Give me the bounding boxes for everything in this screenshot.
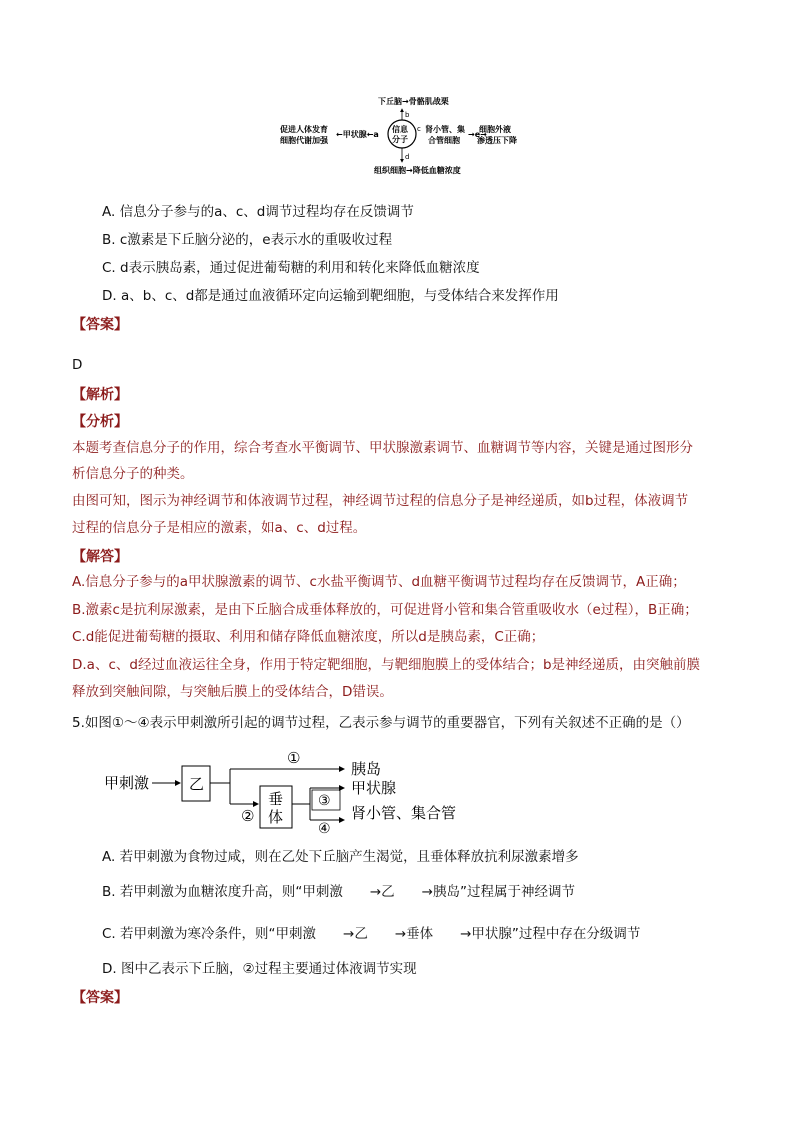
diagram1-right-1: 细胞外液 — [479, 125, 511, 134]
q4-option-a[interactable]: A. 信息分子参与的a、c、d调节过程均存在反馈调节 — [102, 204, 414, 220]
diagram1-left-1: 促进人体发育 — [280, 125, 328, 134]
regulation-diagram — [104, 742, 474, 834]
diagram1-left-2: 细胞代谢加强 — [280, 136, 328, 145]
solution-line-2: B.激素c是抗利尿激素，是由下丘脑合成垂体释放的，可促进肾小管和集合管重吸收水（e过程），B正确； — [72, 602, 698, 618]
analysis-line-3: 由图可知，图示为神经调节和体液调节过程，神经调节过程的信息分子是神经递质，如b过程，体液调节 — [72, 493, 689, 509]
diagram1-center-2: 分子 — [392, 135, 408, 144]
q4-option-d[interactable]: D. a、b、c、d都是通过血液循环定向运输到靶细胞，与受体结合来发挥作用 — [102, 288, 559, 304]
target-pancreas: 胰岛 — [351, 760, 382, 778]
analysis-label: 【分析】 — [72, 414, 128, 430]
diagram1-top-label: 下丘脑→骨骼肌战栗 — [378, 97, 449, 106]
diagram1-b-label: b — [405, 111, 410, 119]
info-molecule-diagram — [278, 92, 528, 178]
q5-option-b[interactable]: B. 若甲刺激为血糖浓度升高，则“甲刺激 →乙 →胰岛”过程属于神经调节 — [102, 884, 575, 900]
diagram1-right-2: 渗透压下降 — [477, 136, 517, 145]
diagram1-center-1: 信息 — [392, 125, 408, 134]
process-4-label: ④ — [318, 821, 331, 834]
q5-option-a[interactable]: A. 若甲刺激为食物过咸，则在乙处下丘脑产生渴觉，且垂体释放抗利尿激素增多 — [102, 849, 579, 865]
diagram1-bottom-label: 组织细胞→降低血糖浓度 — [374, 166, 461, 175]
diagram1-right-mid-1: 肾小管、集 — [425, 125, 465, 134]
q4-option-b[interactable]: B. c激素是下丘脑分泌的，e表示水的重吸收过程 — [102, 232, 393, 248]
q5-stem: 5.如图①～④表示甲刺激所引起的调节过程，乙表示参与调节的重要器官，下列有关叙述不正确的是（） — [72, 715, 690, 731]
answer-label-2: 【答案】 — [72, 990, 128, 1006]
target-thyroid: 甲状腺 — [351, 779, 397, 797]
diagram1-thyroid-arrow: ←甲状腺←a — [336, 130, 379, 139]
q5-option-d[interactable]: D. 图中乙表示下丘脑，②过程主要通过体液调节实现 — [102, 961, 417, 977]
answer-label: 【答案】 — [72, 317, 128, 333]
process-3-label: ③ — [318, 793, 331, 809]
diagram1-e-arrow: →e→ — [468, 130, 487, 139]
explain-label: 【解析】 — [72, 387, 128, 403]
diagram1-d-label: d — [405, 153, 410, 161]
q5-option-c[interactable]: C. 若甲刺激为寒冷条件，则“甲刺激 →乙 →垂体 →甲状腺”过程中存在分级调节 — [102, 926, 641, 942]
process-1-label: ① — [287, 749, 301, 767]
solution-label: 【解答】 — [72, 549, 128, 565]
target-kidney: 肾小管、集合管 — [351, 804, 457, 822]
q4-option-c[interactable]: C. d表示胰岛素，通过促进葡萄糖的利用和转化来降低血糖浓度 — [102, 260, 480, 276]
solution-line-1: A.信息分子参与的a甲状腺激素的调节、c水盐平衡调节、d血糖平衡调节过程均存在反馈调节，A正确； — [72, 574, 686, 590]
solution-line-4: D.a、c、d经过血液运往全身，作用于特定靶细胞，与靶细胞膜上的受体结合；b是神经递质，由突触前膜 — [72, 657, 701, 673]
analysis-line-2: 析信息分子的种类。 — [72, 466, 194, 482]
diagram1-c-label: c — [417, 125, 421, 133]
pituitary-label-1: 垂 — [268, 790, 284, 808]
organ-label: 乙 — [189, 775, 205, 793]
pituitary-label-2: 体 — [268, 808, 284, 826]
solution-line-3: C.d能促进葡萄糖的摄取、利用和储存降低血糖浓度，所以d是胰岛素，C正确； — [72, 629, 545, 645]
process-2-label: ② — [241, 807, 255, 825]
solution-line-5: 释放到突触间隙，与突触后膜上的受体结合，D错误。 — [72, 684, 393, 700]
diagram1-right-mid-2: 合管细胞 — [428, 136, 460, 145]
stimulus-label: 甲刺激 — [104, 774, 150, 792]
answer-value: D — [72, 357, 83, 373]
analysis-line-4: 过程的信息分子是相应的激素，如a、c、d过程。 — [72, 520, 367, 536]
analysis-line-1: 本题考查信息分子的作用，综合考查水平衡调节、甲状腺激素调节、血糖调节等内容，关键是通过图形分 — [72, 440, 693, 456]
